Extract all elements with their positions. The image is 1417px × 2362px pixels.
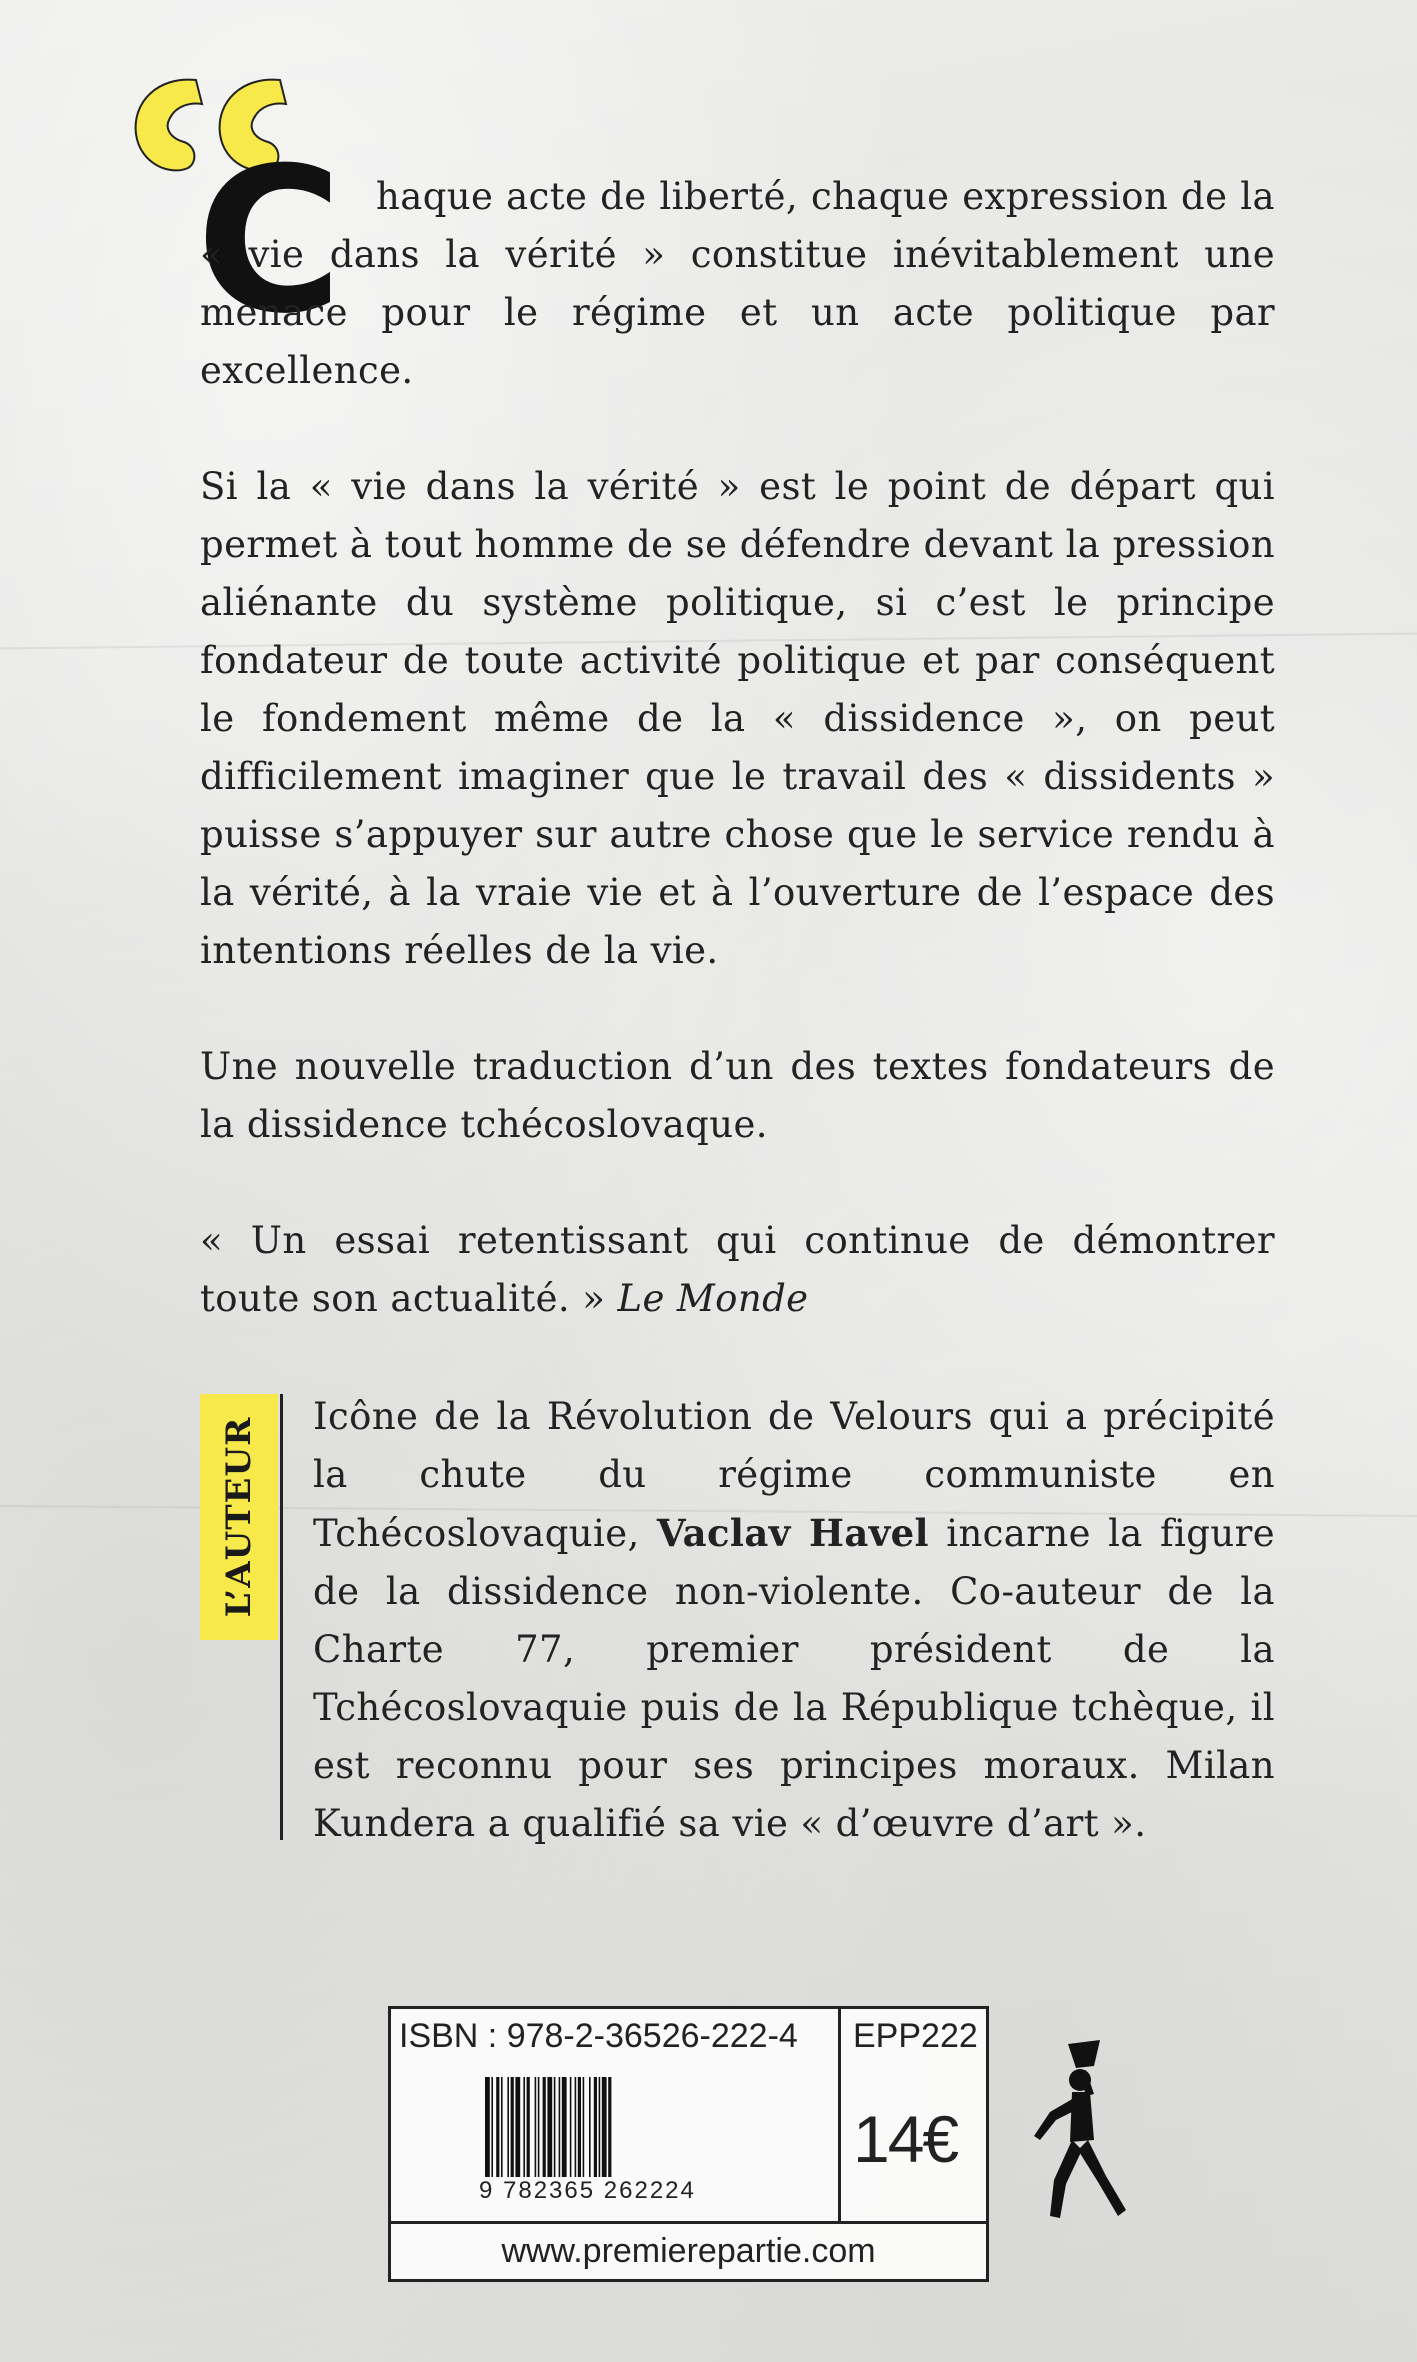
author-divider [280,1394,283,1840]
author-bio-intro: Icône de la Révolution de Velours qui a précipité la chute du régime communiste en Tchécoslovaquie, [313,1395,1275,1555]
barcode-bar [589,2077,591,2177]
author-tab [200,1394,278,1640]
barcode-bar [578,2077,581,2177]
dancing-man-megaphone-icon [1020,2040,1140,2230]
author-tab-label: L’AUTEUR [219,1416,259,1618]
press-quote [200,1212,1275,1328]
barcode-bar [570,2077,572,2177]
barcode-bar [535,2077,537,2177]
author-bio-rest: incarne la figure de la dissidence non-violente. Co-auteur de la Charte 77, premier président de la Tchécoslovaquie puis de la République tchèque, il est reconnu pour ses principes moraux. Milan Kundera a qualifié sa vie « d’œuvre d’art ». [313,1512,1275,1845]
barcode-bar [559,2077,561,2177]
barcode-bar [599,2077,601,2177]
isbn: ISBN : 978-2-36526-222-4 [399,2017,798,2055]
press-quote-text: « Un essai retentissant qui continue de démontrer toute son actualité. » [200,1219,1275,1320]
price-box [388,2006,989,2282]
author-section [200,1388,1275,1845]
back-cover-text [200,168,1275,1386]
opening-paragraph: haque acte de liberté, chaque expression de la « vie dans la vérité » constitue inévitablement une menace pour le régime et un acte politique par excellence. [200,175,1275,392]
barcode-bar [583,2077,585,2177]
barcode-bar [491,2077,493,2177]
barcode-bar [554,2077,556,2177]
barcode-bar [511,2077,514,2177]
barcode-bar [501,2077,503,2177]
barcode-number: 9 782365 262224 [479,2177,696,2204]
author-bio [313,1388,1275,1853]
drop-cap-letter: C [196,160,343,330]
product-code: EPP222 [853,2017,978,2055]
press-quote-source: Le Monde [617,1277,809,1320]
barcode-bar [538,2077,540,2177]
barcode-bar [575,2077,577,2177]
barcode-bar [527,2077,530,2177]
barcode-bar [543,2077,546,2177]
barcode-bar [594,2077,597,2177]
barcode-bar [485,2077,490,2177]
barcode-bar [515,2077,520,2177]
author-name: Vaclav Havel [656,1511,930,1555]
barcode-bar [608,2077,611,2177]
body-paragraph: Si la « vie dans la vérité » est le point de départ qui permet à tout homme de se défendre devant la pression aliénante du système politique, si c’est le principe fondateur de toute activité politique et par conséquent le fondement même de la « dissidence », on peut difficilement imaginer que le travail des « dissidents » puisse s’appuyer sur autre chose que le service rendu à la vérité, à la vraie vie et à l’ouverture de l’espace des intentions réelles de la vie. [200,465,1275,972]
barcode-bar [496,2077,499,2177]
barcode-bar [562,2077,567,2177]
barcode-bar [547,2077,552,2177]
publisher-website[interactable]: www.premierepartie.com [391,2221,986,2279]
barcode-bar [523,2077,525,2177]
barcode-bar [507,2077,509,2177]
barcode-bar [602,2077,607,2177]
barcode [485,2077,721,2177]
translation-note: Une nouvelle traduction d’un des textes fondateurs de la dissidence tchécoslovaque. [200,1045,1275,1146]
isbn-panel [391,2009,841,2221]
price: 14€ [853,2102,958,2176]
price-panel [841,2009,986,2221]
